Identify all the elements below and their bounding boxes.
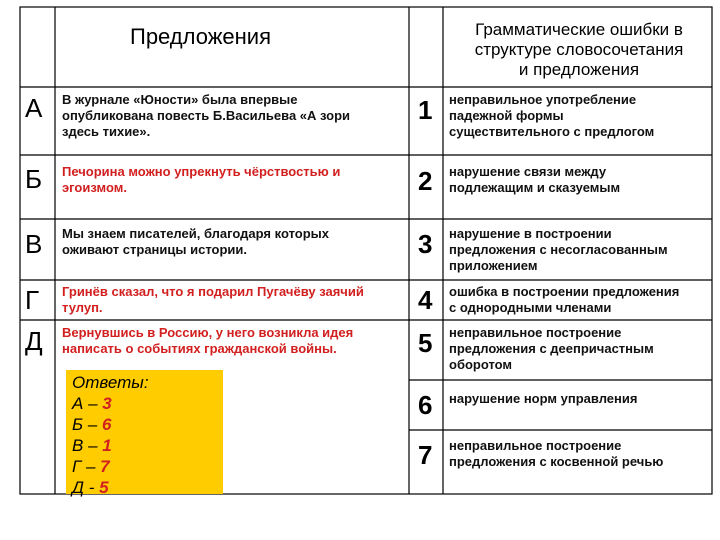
sentence-line: Вернувшись в Россию, у него возникла идея (62, 325, 354, 340)
sentence-a (62, 92, 402, 140)
answer-value: 1 (102, 436, 112, 455)
sentence-line: эгоизмом. (62, 180, 127, 195)
sentence-line: опубликована повесть Б.Васильева «А зори (62, 108, 351, 123)
sentence-d (62, 325, 402, 357)
answer-letter: Д (72, 478, 84, 497)
sentence-line: тулуп. (62, 300, 103, 315)
error-text-3 (449, 226, 711, 274)
error-line: приложением (449, 258, 538, 273)
error-line: предложения с косвенной речью (449, 454, 664, 469)
error-number-5: 5 (418, 328, 433, 358)
row-letter-b: Б (25, 164, 43, 194)
error-line: предложения с несогласованным (449, 242, 668, 257)
error-line: неправильное построение (449, 438, 622, 453)
header-left-title: Предложения (130, 24, 272, 49)
answer-item (72, 414, 217, 435)
error-number-7: 7 (418, 440, 433, 470)
error-line: с однородными членами (449, 300, 612, 315)
error-number-3: 3 (418, 229, 433, 259)
answer-sep: – (83, 436, 103, 455)
answer-letter: А (72, 394, 84, 413)
error-number-2: 2 (418, 166, 433, 196)
error-line: нарушение связи между (449, 164, 607, 179)
answer-value: 5 (99, 478, 109, 497)
error-number-4: 4 (418, 285, 433, 315)
sentence-line: В журнале «Юности» была впервые (62, 92, 298, 107)
header-right-line: структуре словосочетания (474, 40, 684, 59)
sentence-g (62, 284, 402, 316)
answer-sep: - (83, 478, 100, 497)
answer-item (72, 477, 217, 498)
row-letter-a: А (25, 93, 43, 123)
sentence-line: оживают страницы истории. (62, 242, 247, 257)
sentence-line: написать о событиях гражданской войны. (62, 341, 337, 356)
answer-sep: – (83, 394, 103, 413)
error-line: нарушение норм управления (449, 391, 638, 406)
sentence-b (62, 164, 402, 196)
error-line: подлежащим и сказуемым (449, 180, 621, 195)
error-text-7 (449, 438, 711, 470)
error-text-6 (449, 391, 711, 407)
header-right-line: и предложения (518, 60, 640, 79)
error-number-6: 6 (418, 390, 433, 420)
error-line: падежной формы (449, 108, 564, 123)
answer-letter: Г (72, 457, 82, 476)
error-text-1 (449, 92, 711, 140)
sentence-line: Мы знаем писателей, благодаря которых (62, 226, 329, 241)
answer-sep: – (83, 415, 102, 434)
answer-item (72, 456, 217, 477)
header-right-title (446, 20, 712, 80)
sentence-line: Гринёв сказал, что я подарил Пугачёву заячий (62, 284, 364, 299)
error-number-1: 1 (418, 95, 433, 125)
error-text-5 (449, 325, 711, 373)
sentence-line: здесь тихие». (62, 124, 151, 139)
error-line: неправильное употребление (449, 92, 637, 107)
row-letter-v: В (25, 229, 43, 259)
answers-label: Ответы: (72, 373, 149, 392)
row-letter-d: Д (25, 326, 43, 356)
answer-value: 3 (102, 394, 112, 413)
sentence-line: Печорина можно упрекнуть чёрствостью и (62, 164, 341, 179)
answers-box (66, 370, 223, 497)
answer-value: 7 (100, 457, 110, 476)
row-letter-g: Г (25, 285, 40, 315)
answer-item (72, 393, 217, 414)
error-line: неправильное построение (449, 325, 622, 340)
answer-value: 6 (101, 415, 112, 434)
error-text-2 (449, 164, 711, 196)
answer-item (72, 435, 217, 456)
answer-letter: Б (72, 415, 84, 434)
header-right-line: Грамматические ошибки в (475, 20, 683, 39)
answer-letter: В (72, 436, 84, 455)
sentence-v (62, 226, 402, 258)
error-line: существительного с предлогом (449, 124, 655, 139)
error-line: нарушение в построении (449, 226, 612, 241)
answer-sep: – (81, 457, 101, 476)
error-line: ошибка в построении предложения (449, 284, 680, 299)
error-line: оборотом (449, 357, 513, 372)
error-line: предложения с деепричастным (449, 341, 654, 356)
error-text-4 (449, 284, 711, 316)
